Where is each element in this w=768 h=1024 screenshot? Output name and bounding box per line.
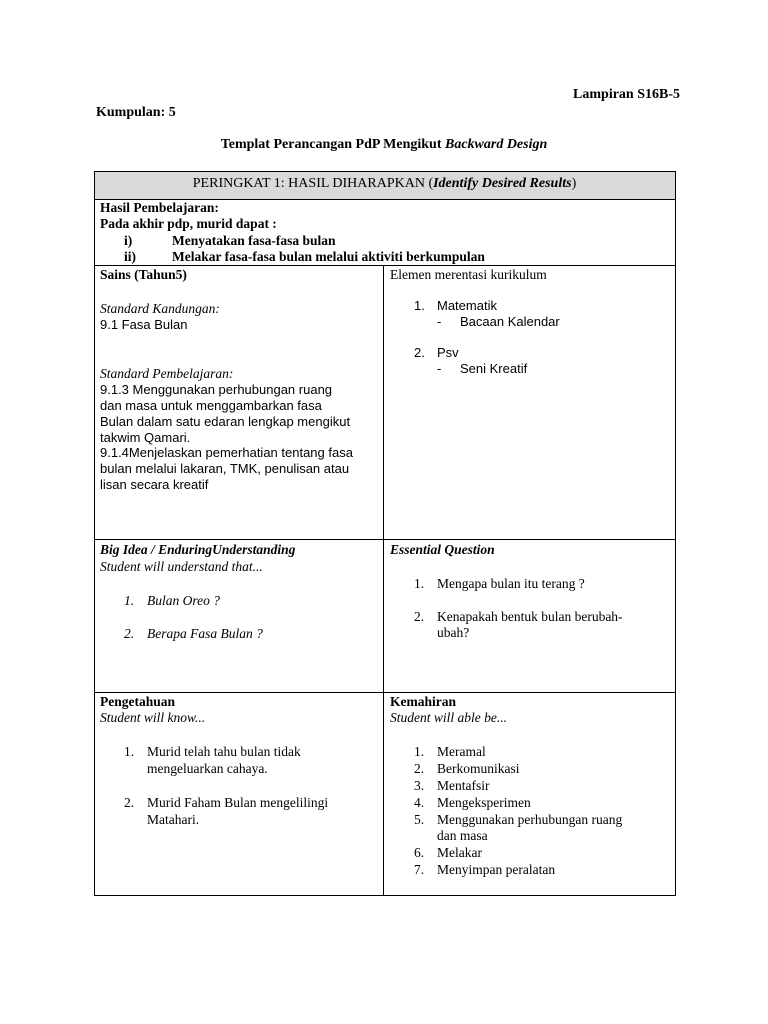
table-border-right	[675, 171, 676, 896]
cross-curricular-num: 1.	[414, 298, 425, 313]
table-border-left	[94, 171, 95, 896]
stage-heading-italic: Identify Desired Results	[433, 176, 572, 191]
dash-bullet: -	[437, 361, 442, 376]
learning-standard-line: takwim Qamari.	[100, 430, 191, 445]
learning-outcome-item: Menyatakan fasa-fasa bulan	[172, 233, 336, 248]
dash-bullet: -	[437, 314, 442, 329]
learning-outcome-intro: Pada akhir pdp, murid dapat :	[100, 216, 277, 231]
skills-item: Meramal	[437, 744, 486, 759]
learning-outcome-label: Hasil Pembelajaran:	[100, 200, 219, 215]
table-border-top	[94, 171, 676, 172]
learning-standard-line: 9.1.3 Menggunakan perhubungan ruang	[100, 382, 333, 397]
knowledge-item: Murid Faham Bulan mengelilingi	[147, 795, 329, 810]
content-standard-value: 9.1 Fasa Bulan	[100, 317, 188, 332]
knowledge-label: Pengetahuan	[100, 694, 176, 709]
big-idea-item: Berapa Fasa Bulan ?	[147, 626, 263, 641]
big-idea-label: Big Idea / EnduringUnderstanding	[100, 542, 296, 557]
knowledge-item: Matahari.	[147, 812, 200, 827]
table-border-row1	[94, 265, 676, 266]
skills-num: 2.	[414, 761, 425, 776]
learning-standard-line: lisan secara kreatif	[100, 477, 209, 492]
table-border-middle	[383, 265, 384, 896]
stage-heading-prefix: PERINGKAT 1: HASIL DIHARAPKAN (	[192, 176, 434, 191]
skills-label: Kemahiran	[390, 694, 456, 709]
skills-num: 7.	[414, 862, 425, 877]
appendix-label: Lampiran S16B-5	[573, 87, 680, 102]
cross-curricular-subitem: Bacaan Kalendar	[460, 314, 560, 329]
learning-outcome-num: ii)	[124, 249, 136, 264]
skills-item: Menggunakan perhubungan ruang	[437, 812, 623, 827]
essential-question-item: Kenapakah bentuk bulan berubah-	[437, 609, 623, 624]
table-border-row2	[94, 539, 676, 540]
content-standard-label: Standard Kandungan:	[100, 301, 220, 316]
table-border-row3	[94, 692, 676, 693]
stage-heading	[94, 176, 675, 192]
skills-num: 1.	[414, 744, 425, 759]
knowledge-num: 1.	[124, 744, 135, 759]
skills-num: 5.	[414, 812, 425, 827]
big-idea-item: Bulan Oreo ?	[147, 593, 220, 608]
skills-num: 3.	[414, 778, 425, 793]
skills-item: Mentafsir	[437, 778, 490, 793]
skills-item: Berkomunikasi	[437, 761, 520, 776]
learning-outcome-item: Melakar fasa-fasa bulan melalui aktiviti berkumpulan	[172, 249, 485, 264]
stage-heading-suffix: )	[571, 176, 577, 191]
cross-curricular-num: 2.	[414, 345, 425, 360]
knowledge-item: mengeluarkan cahaya.	[147, 761, 268, 776]
cross-curricular-item: Matematik	[437, 298, 497, 313]
skills-item: Mengeksperimen	[437, 795, 531, 810]
knowledge-item: Murid telah tahu bulan tidak	[147, 744, 301, 759]
learning-standard-line: dan masa untuk menggambarkan fasa	[100, 398, 322, 413]
science-label: Sains (Tahun5)	[100, 267, 187, 282]
learning-standard-line: Bulan dalam satu edaran lengkap mengikut	[100, 414, 351, 429]
learning-standard-label: Standard Pembelajaran:	[100, 366, 234, 381]
title-prefix: Templat Perancangan PdP Mengikut	[220, 137, 445, 152]
big-idea-num: 1.	[124, 593, 135, 608]
skills-sub: Student will able be...	[390, 710, 507, 725]
group-label: Kumpulan: 5	[96, 105, 176, 120]
skills-item: Melakar	[437, 845, 482, 860]
essential-question-item: ubah?	[437, 625, 470, 640]
cross-curricular-subitem: Seni Kreatif	[460, 361, 528, 376]
skills-item: dan masa	[437, 828, 488, 843]
essential-question-num: 2.	[414, 609, 425, 624]
skills-num: 4.	[414, 795, 425, 810]
learning-standard-line: bulan melalui lakaran, TMK, penulisan atau	[100, 461, 350, 476]
document-title	[0, 137, 768, 153]
title-italic: Backward Design	[444, 137, 548, 152]
cross-curricular-item: Psv	[437, 345, 459, 360]
skills-num: 6.	[414, 845, 425, 860]
essential-question-item: Mengapa bulan itu terang ?	[437, 576, 585, 591]
big-idea-num: 2.	[124, 626, 135, 641]
learning-standard-line: 9.1.4Menjelaskan pemerhatian tentang fasa	[100, 445, 353, 460]
knowledge-sub: Student will know...	[100, 710, 206, 725]
essential-question-num: 1.	[414, 576, 425, 591]
cross-curricular-label: Elemen merentasi kurikulum	[390, 267, 547, 282]
big-idea-sub: Student will understand that...	[100, 559, 263, 574]
table-border-bottom	[94, 895, 676, 896]
knowledge-num: 2.	[124, 795, 135, 810]
essential-question-label: Essential Question	[390, 542, 495, 557]
skills-item: Menyimpan peralatan	[437, 862, 556, 877]
learning-outcome-num: i)	[124, 233, 133, 248]
